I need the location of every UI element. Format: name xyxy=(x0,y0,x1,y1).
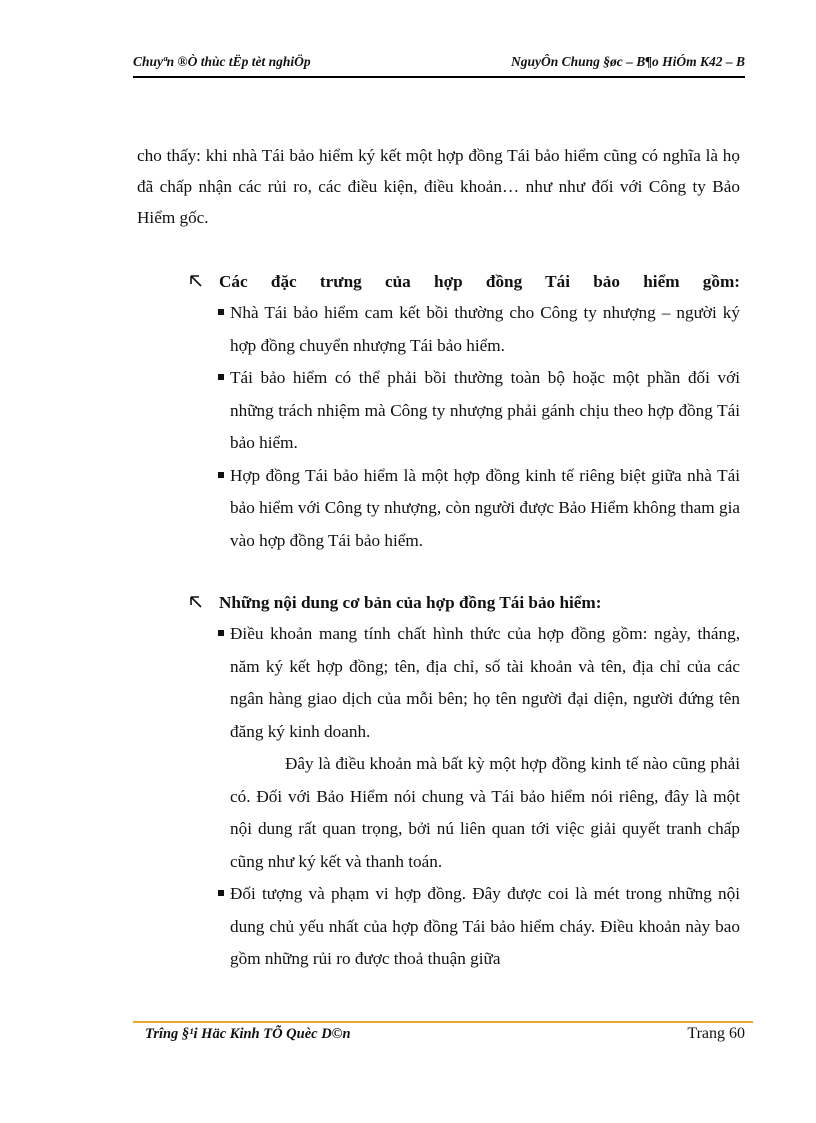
square-bullet-icon xyxy=(218,472,224,478)
section-characteristics xyxy=(137,266,740,557)
header-author: NguyÔn Chung §øc – B¶o HiÓm K42 – B xyxy=(510,54,745,69)
header-document-title: Chuyªn ®Ò thùc tËp tèt nghiÖp xyxy=(133,54,311,69)
arrow-up-left-icon xyxy=(187,587,205,618)
page-body xyxy=(137,140,740,976)
arrow-up-left-icon xyxy=(187,266,205,297)
bullet-list xyxy=(137,297,740,557)
section-heading: Những nội dung cơ bản của hợp đồng Tái bảo hiểm: xyxy=(137,587,740,618)
list-item: Tái bảo hiểm có thể phải bồi thường toàn bộ hoặc một phần đối với những trách nhiệm mà Công ty nhượng phải gánh chịu theo hợp đồng Tái bảo hiểm. xyxy=(137,362,740,460)
section-contents xyxy=(137,587,740,976)
page-number: Trang 60 xyxy=(687,1025,745,1042)
bullet-list xyxy=(137,618,740,748)
footer-university: Trîng §¹i Häc Kinh TÕ Quèc D©n xyxy=(145,1026,351,1042)
bullet-list xyxy=(137,878,740,976)
note-paragraph: Đây là điều khoản mà bất kỳ một hợp đồng kinh tế nào cũng phải có. Đối với Bảo Hiểm nói chung và Tái bảo hiểm nói riêng, đây là một nội dung rất quan trọng, bởi nú liên quan tới việc giải quyết tranh chấp cũng như ký kết và thanh toán. xyxy=(230,754,740,871)
square-bullet-icon xyxy=(218,374,224,380)
intro-paragraph: cho thấy: khi nhà Tái bảo hiểm ký kết một hợp đồng Tái bảo hiểm cũng có nghĩa là họ đã chấp nhận các rủi ro, các điều kiện, điều khoản… như như đối với Công ty Bảo Hiểm gốc. xyxy=(137,146,740,227)
header-divider xyxy=(133,76,745,78)
page-header xyxy=(133,52,745,74)
list-item: Đối tượng và phạm vi hợp đồng. Đây được coi là mét trong những nội dung chủ yếu nhất của hợp đồng Tái bảo hiểm cháy. Điều khoản này bao gồm những rủi ro được thoả thuận giữa xyxy=(137,878,740,976)
square-bullet-icon xyxy=(218,630,224,636)
list-item: Hợp đồng Tái bảo hiểm là một hợp đồng kinh tế riêng biệt giữa nhà Tái bảo hiểm với Công ty nhượng, còn người được Bảo Hiểm không tham gia vào hợp đồng Tái bảo hiểm. xyxy=(137,460,740,558)
list-item: Nhà Tái bảo hiểm cam kết bồi thường cho Công ty nhượng – người ký hợp đồng chuyển nhượng Tái bảo hiểm. xyxy=(137,297,740,362)
square-bullet-icon xyxy=(218,309,224,315)
footer-divider xyxy=(133,1021,753,1023)
list-item: Điều khoản mang tính chất hình thức của hợp đồng gồm: ngày, tháng, năm ký kết hợp đồng; tên, địa chỉ, số tài khoản và tên, địa chỉ của các ngân hàng giao dịch của mỗi bên; họ tên người đại diện, người đứng tên đăng ký kinh doanh. xyxy=(137,618,740,748)
section-heading: Các đặc trưng của hợp đồng Tái bảo hiểm gồm: xyxy=(137,266,740,297)
square-bullet-icon xyxy=(218,890,224,896)
